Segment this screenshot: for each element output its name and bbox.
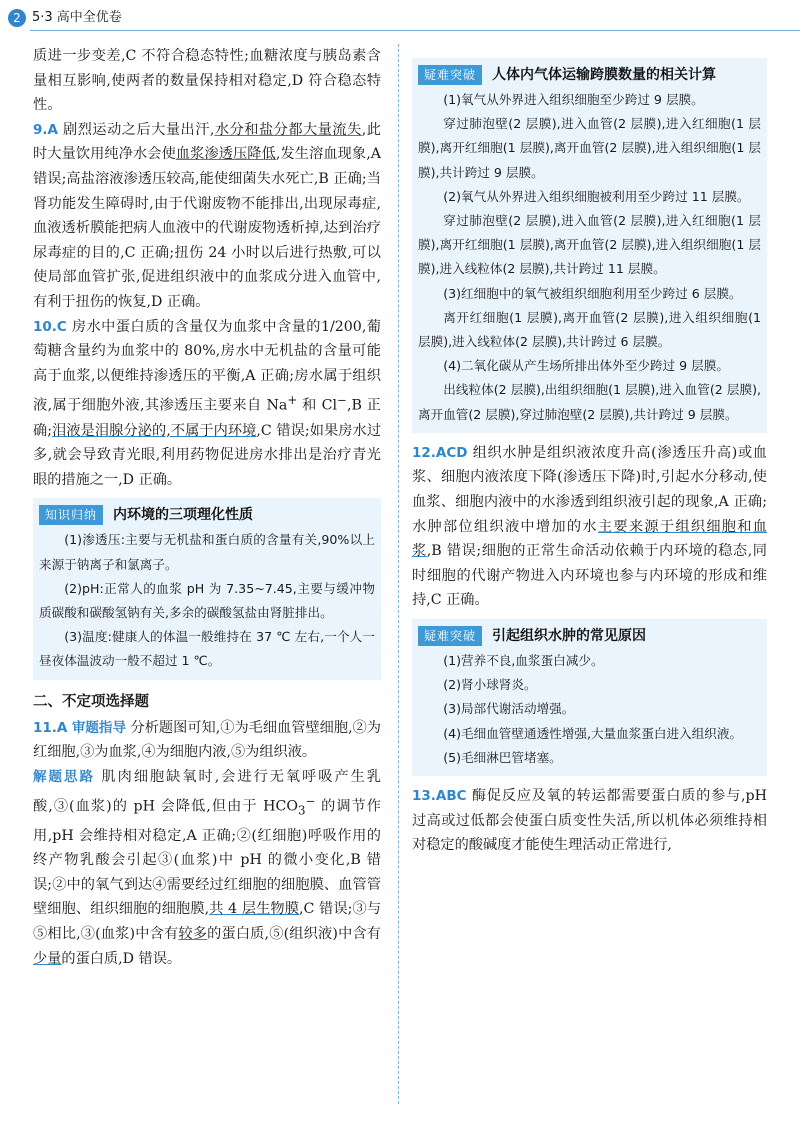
- knowledge-summary-header: [39, 502, 375, 528]
- answer-13: [412, 784, 767, 858]
- guide-text: 分析题图可知,①为毛细血管壁细胞,②为红细胞,③为血浆,④为细胞内液,⑤为组织液。: [33, 719, 381, 761]
- answer-9-underline-2: 血浆渗透压降低: [175, 146, 276, 163]
- answer-10: [33, 315, 381, 493]
- answer-13-number: 13.ABC: [412, 788, 467, 805]
- knowledge-summary-tag: 知识归纳: [39, 505, 103, 525]
- book-title: 5·3 高中全优卷: [32, 10, 122, 25]
- gas-point-1: (1)氧气从外界进入组织细胞至少跨过 9 层膜。: [443, 92, 704, 107]
- ph-note: (2)pH:正常人的血浆 pH 为 7.35~7.45,主要与缓冲物质碳酸和碳酸氢钠有关,多余的碳酸氢盐由肾脏排出。: [39, 580, 375, 621]
- temperature-note: (3)温度:健康人的体温一般维持在 37 ℃ 左右,一个人一昼夜体温波动一般不超过 1 ℃。: [39, 629, 375, 669]
- edema-causes-header: [418, 623, 761, 649]
- knowledge-summary-box: [33, 498, 381, 679]
- answer-12: [412, 441, 767, 613]
- edema-causes-box: [412, 619, 767, 776]
- answer-9-text-1: 剧烈运动之后大量出汗,: [63, 121, 215, 138]
- answer-10-text-2: ,B 正确;: [33, 398, 381, 439]
- answer-9: [33, 118, 381, 315]
- gas-point-4: (4)二氧化碳从产生场所排出体外至少跨过 9 层膜。: [443, 358, 729, 374]
- page-header: [0, 0, 800, 32]
- answer-10-text-3: ,C 错误;如果房水过多,就会导致青光眼,利用药物促进房水排出是治疗青光眼的措施之一,D 正确。: [33, 422, 382, 488]
- edema-causes-title: 引起组织水肿的常见原因: [492, 627, 647, 644]
- answer-11-text-4: 的蛋白质,⑤(组织液)中含有: [207, 925, 381, 942]
- bicarbonate-charge: −: [305, 794, 316, 809]
- knowledge-summary-title: 内环境的三项理化性质: [113, 507, 254, 524]
- answer-11-guide: [33, 716, 381, 765]
- gas-point-2: (2)氧气从外界进入组织细胞被利用至少跨过 11 层膜。: [443, 188, 750, 204]
- answer-11-text-2: 的调节作用,pH 会维持相对稳定,A 正确;②(红细胞)呼吸作用的终产物乳酸会引起③(血浆)中 pH 的微小变化,B 错误;②中的氧气到达④需要经过红细胞的细胞膜、血管管壁细胞、组织细胞的细胞膜,: [33, 799, 381, 918]
- guide-label: 审题指导: [71, 719, 126, 736]
- answer-9-underline-1: 水分和盐分都大量流失: [214, 121, 362, 138]
- solution-label: 解题思路: [33, 768, 95, 785]
- edema-cause-4: (4)毛细血管壁通透性增强,大量血浆蛋白进入组织液。: [443, 725, 743, 741]
- answer-9-text-2: ,此时大量饮用纯净水会使: [33, 121, 381, 163]
- page-number: 2: [8, 9, 26, 27]
- answer-9-number: 9.A: [33, 121, 58, 138]
- gas-transport-tag: 疑难突破: [418, 65, 482, 85]
- gas-transport-box: [412, 58, 767, 433]
- gas-detail-3: 离开红细胞(1 层膜),离开血管(2 层膜),进入组织细胞(1 层膜),进入线粒体(2 层膜),共计跨过 6 层膜。: [418, 309, 761, 350]
- edema-cause-3: (3)局部代谢活动增强。: [443, 701, 575, 717]
- answer-11-underline-3: 少量: [33, 950, 62, 967]
- answer-11-solution: [33, 765, 381, 971]
- answer-11-text-5: 的蛋白质,D 错误。: [61, 950, 182, 967]
- gas-point-3: (3)红细胞中的氧气被组织细胞利用至少跨过 6 层膜。: [443, 285, 742, 301]
- left-column: [33, 44, 381, 971]
- edema-cause-2: (2)肾小球肾炎。: [443, 677, 537, 693]
- bicarbonate-subscript: 3: [298, 803, 306, 818]
- answer-10-underline: 泪液是泪腺分泌的,不属于内环境: [52, 422, 257, 439]
- answer-11-text-3: ,C 错误;③与⑤相比,③(血浆)中含有: [33, 901, 382, 942]
- answer-12-number: 12.ACD: [412, 444, 468, 461]
- section-heading: 二、不定项选择题: [33, 693, 149, 710]
- intro-paragraph: 质进一步变差,C 不符合稳态特性;血糖浓度与胰岛素含量相互影响,使两者的数量保持相对稳定,D 符合稳态特性。: [33, 48, 381, 114]
- answer-11-underline-2: 较多: [178, 925, 208, 942]
- edema-causes-tag: 疑难突破: [418, 626, 482, 646]
- answer-12-text-2: ,B 错误;细胞的正常生命活动依赖于内环境的稳态,同时细胞的代谢产物进入内环境也参与内环境的形成和维持,C 正确。: [412, 543, 767, 609]
- gas-detail-1: 穿过肺泡壁(2 层膜),进入血管(2 层膜),进入红细胞(1 层膜),离开红细胞(1 层膜),离开血管(2 层膜),进入组织细胞(1 层膜),共计跨过 9 层膜。: [418, 116, 761, 180]
- answer-13-text-1: 酶促反应及氧的转运都需要蛋白质的参与,pH 过高或过低都会使蛋白质变性失活,所以机体必须维持相对稳定的酸碱度才能使生理活动正常进行,: [412, 788, 767, 854]
- column-divider: [398, 44, 399, 1104]
- answer-11-underline-1: 共 4 层生物膜: [209, 901, 300, 918]
- chloride-ion: Cl: [321, 398, 338, 415]
- gas-detail-4: 出线粒体(2 层膜),出组织细胞(1 层膜),进入血管(2 层膜),离开血管(2 层膜),穿过肺泡壁(2 层膜),共计跨过 9 层膜。: [418, 382, 761, 422]
- answer-10-text-1: 房水中蛋白质的含量仅为血浆中含量的1/200,葡萄糖含量约为血浆中的 80%,房水中无机盐的含量可能高于血浆,以便维持渗透压的平衡,A 正确;房水属于组织液,属于细胞外液,其渗透压主要来自: [33, 318, 381, 415]
- answer-10-number: 10.C: [33, 318, 67, 335]
- sodium-ion: Na: [266, 398, 288, 415]
- right-column: [412, 44, 767, 858]
- edema-cause-5: (5)毛细淋巴管堵塞。: [443, 749, 562, 765]
- edema-cause-1: (1)营养不良,血浆蛋白减少。: [443, 653, 604, 668]
- answer-11-text-1: 肌肉细胞缺氧时,会进行无氧呼吸产生乳酸,③(血浆)的 pH 会降低,但由于 HCO: [33, 768, 381, 816]
- answer-9-text-3: ,发生溶血现象,A 错误;高盐溶液渗透压较高,能使细菌失水死亡,B 正确;当肾功能发生障碍时,由于代谢废物不能排出,出现尿毒症,血液透析膜能把病人血液中的代谢废物透析掉,达到治疗尿毒症的目的,C 正确;扭伤 24 小时以后进行热敷,可以使局部血管扩张,促进组织液中的血浆成分进入血管中,有利于扭伤的恢复,D 正确。: [33, 146, 381, 310]
- answer-12-text-1: 组织水肿是组织液浓度升高(渗透压升高)或血浆、细胞内液浓度下降(渗透压下降)时,引起水分移动,使血浆、细胞内液中的水渗透到组织液引起的现象,A 正确;水肿部位组织液中增加的水: [412, 444, 767, 535]
- gas-transport-header: [418, 62, 761, 88]
- chloride-charge: −: [337, 393, 347, 408]
- header-rule: [30, 30, 800, 31]
- answer-11-number: 11.A: [33, 719, 68, 736]
- gas-transport-title: 人体内气体运输跨膜数量的相关计算: [492, 66, 717, 83]
- answer-12-underline: 主要来源于组织细胞和血浆: [412, 518, 767, 560]
- sodium-charge: +: [287, 393, 298, 408]
- gas-detail-2: 穿过肺泡壁(2 层膜),进入血管(2 层膜),进入红细胞(1 层膜),离开红细胞(1 层膜),离开血管(2 层膜),进入组织细胞(1 层膜),进入线粒体(2 层膜),共计跨过 11 层膜。: [418, 213, 761, 277]
- osmotic-pressure-note: (1)渗透压:主要与无机盐和蛋白质的含量有关,90%以上来源于钠离子和氯离子。: [39, 532, 375, 572]
- answer-10-and: 和: [297, 398, 322, 415]
